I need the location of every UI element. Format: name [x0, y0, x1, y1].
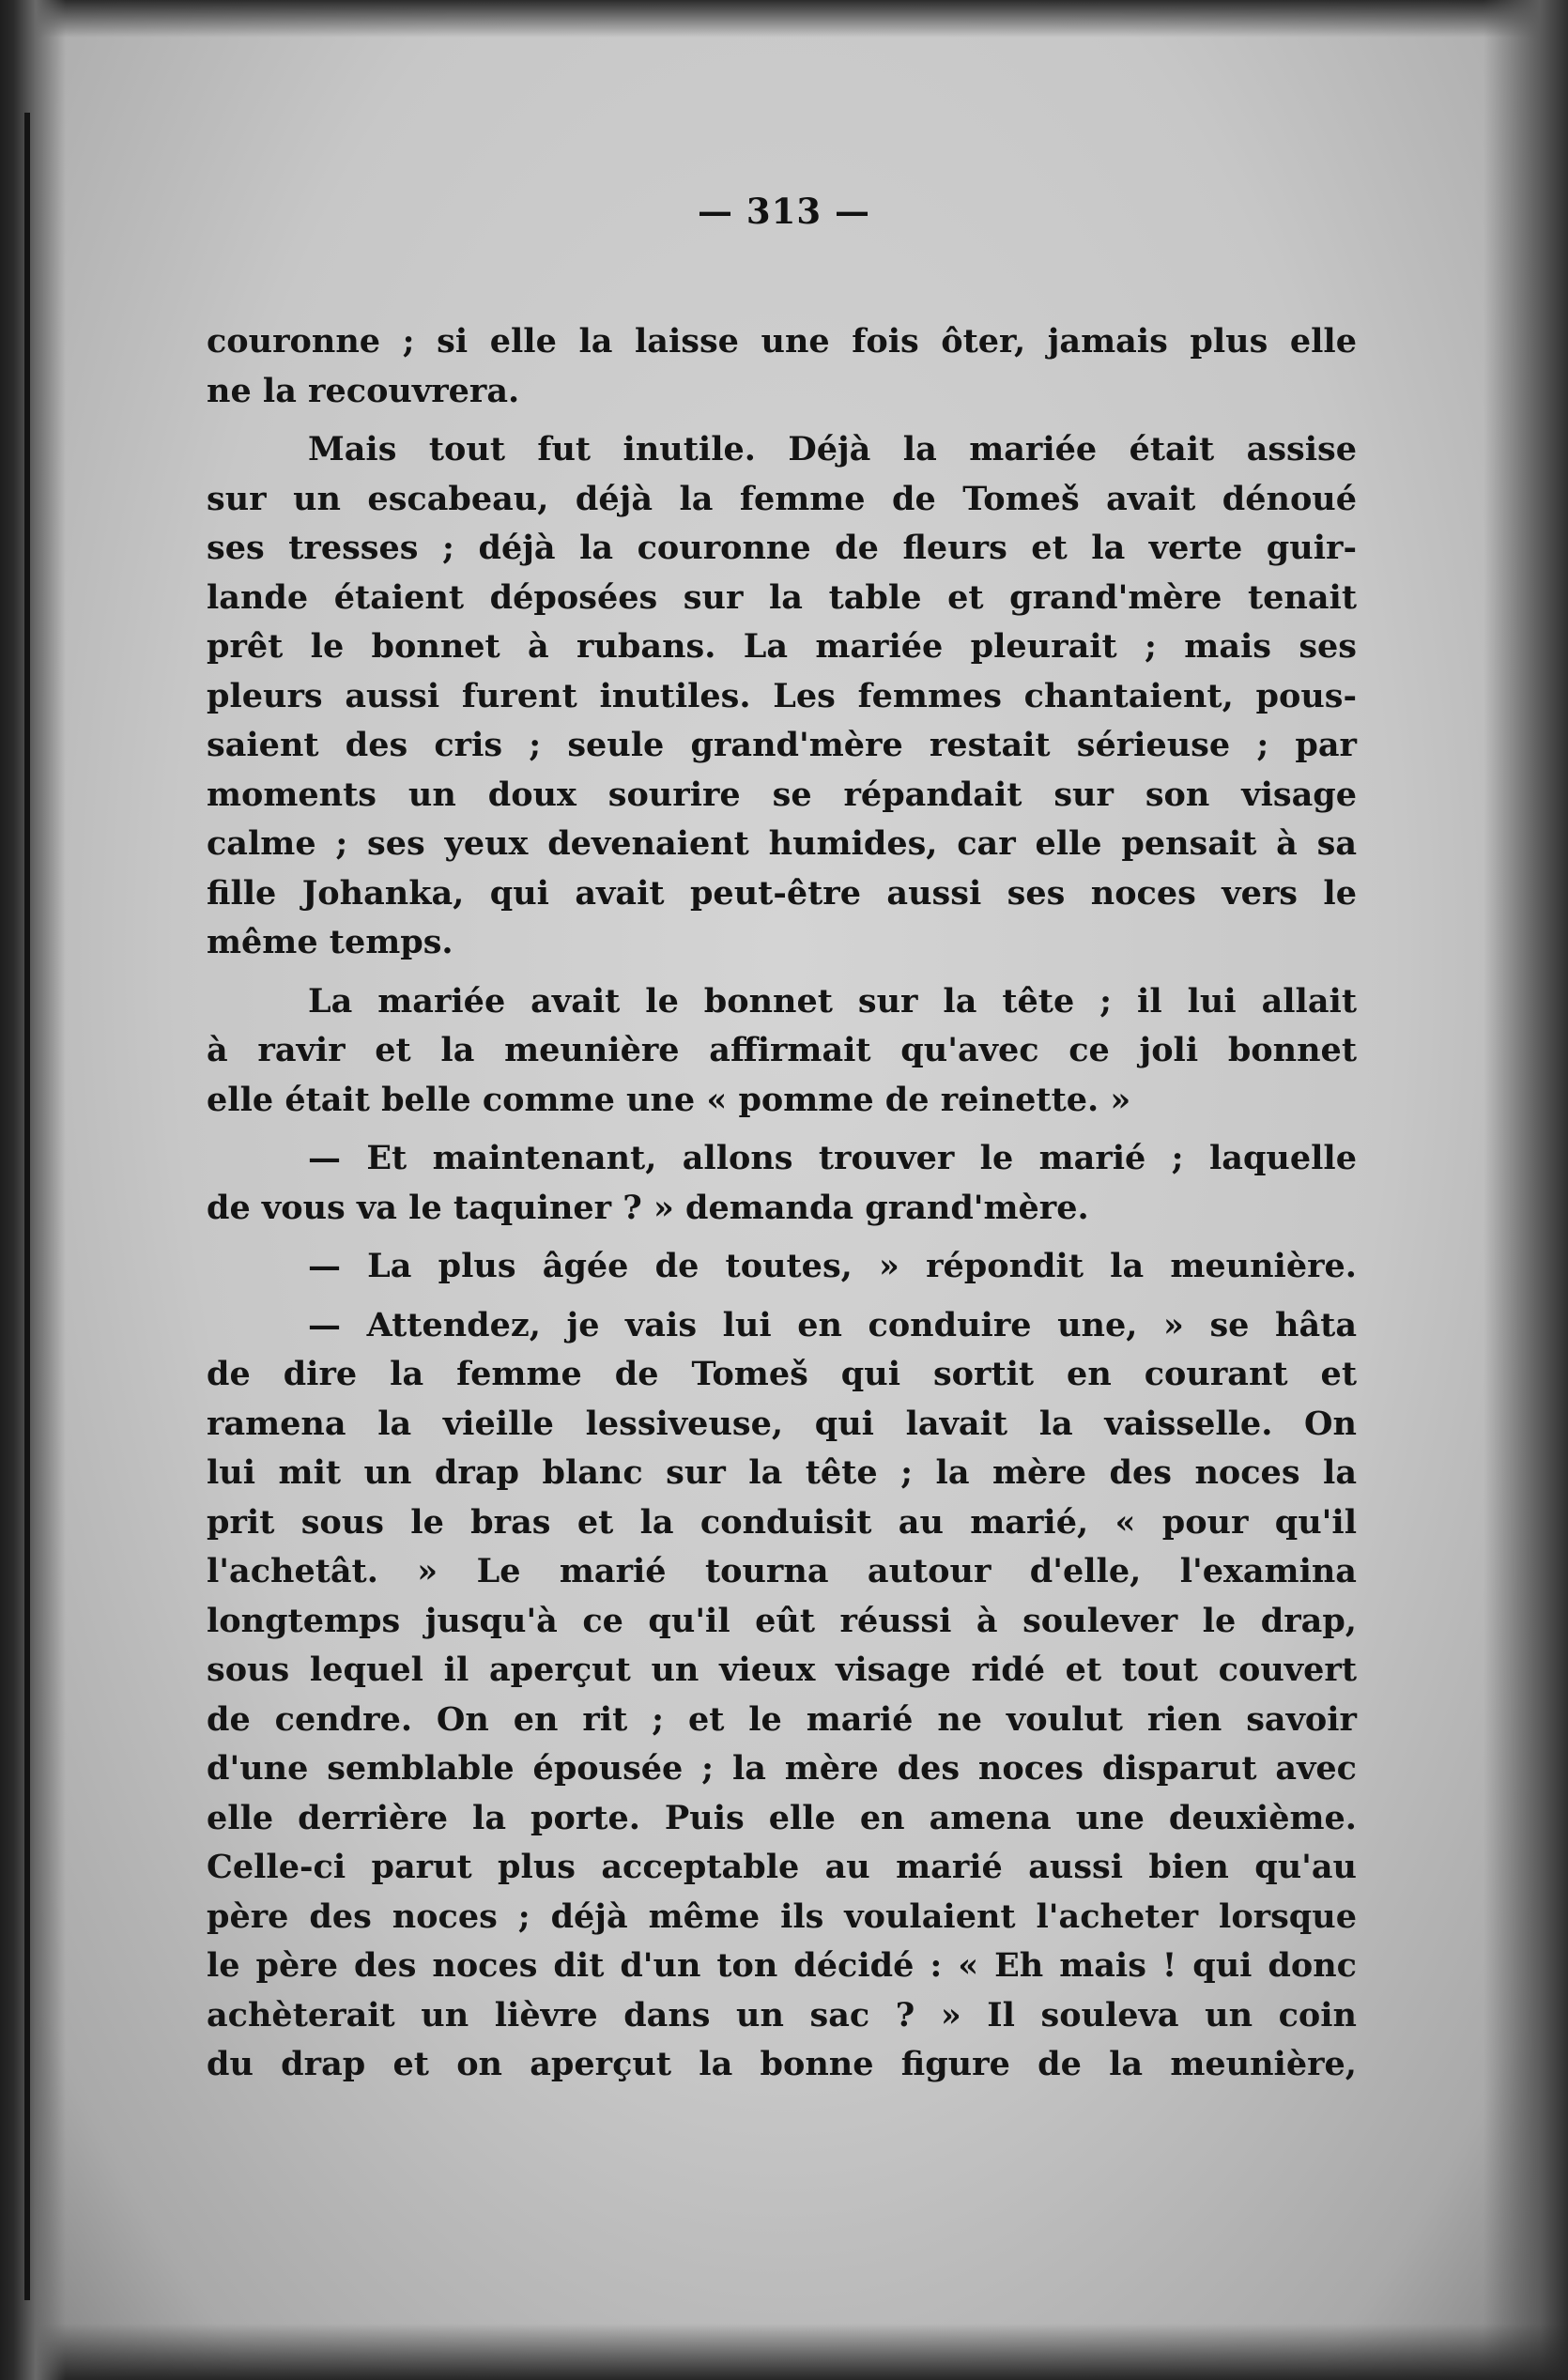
text-line-28: de cendre. On en rit ; et le marié ne voulut rien savoir [207, 1699, 1357, 1739]
text-line-18: de vous va le taquiner ? » demanda grand'mère. [207, 1188, 1089, 1227]
text-line-1: couronne ; si elle la laisse une fois ôter, jamais plus elle [207, 322, 1357, 361]
text-line-27: sous lequel il aperçut un vieux visage ridé et tout couvert [207, 1651, 1357, 1689]
text-line-2: ne la recouvrera. [207, 371, 520, 410]
text-line-11: calme ; ses yeux devenaient humides, car elle pensait à sa [207, 824, 1357, 863]
text-line-16: elle était belle comme une « pomme de reinette. » [207, 1080, 1131, 1119]
text-line-33: le père des noces dit d'un ton décidé : « Eh mais ! qui donc [207, 1946, 1357, 1985]
text-line-7: prêt le bonnet à rubans. La mariée pleurait ; mais ses [207, 627, 1357, 666]
text-line-4: sur un escabeau, déjà la femme de Tomeš avait dénoué [207, 479, 1357, 518]
text-line-24: prit sous le bras et la conduisit au marié, « pour qu'il [207, 1502, 1357, 1542]
right-edge-shadow [1483, 0, 1568, 2380]
text-line-6: lande étaient déposées sur la table et grand'mère tenait [207, 577, 1357, 617]
text-line-17: — Et maintenant, allons trouver le marié ; laquelle [308, 1139, 1357, 1177]
bottom-edge-shadow [0, 2324, 1568, 2380]
body-text [207, 317, 1357, 2090]
text-line-14: La mariée avait le bonnet sur la tête ; il lui allait [308, 981, 1357, 1021]
text-line-23: lui mit un drap blanc sur la tête ; la mère des noces la [207, 1453, 1357, 1492]
text-line-29: d'une semblable épousée ; la mère des noces disparut avec [207, 1749, 1357, 1788]
page-number: — 313 — [698, 191, 870, 232]
text-line-8: pleurs aussi furent inutiles. Les femmes chantaient, pous- [207, 676, 1357, 715]
text-line-32: père des noces ; déjà même ils voulaient l'acheter lorsque [207, 1896, 1357, 1936]
book-binding-edge [24, 113, 30, 2300]
text-line-10: moments un doux sourire se répandait sur son visage [207, 775, 1357, 814]
text-line-13: même temps. [207, 923, 453, 961]
text-line-26: longtemps jusqu'à ce qu'il eût réussi à soulever le drap, [207, 1601, 1357, 1640]
text-line-22: ramena la vieille lessiveuse, qui lavait la vaisselle. On [207, 1404, 1357, 1443]
text-line-31: Celle-ci parut plus acceptable au marié aussi bien qu'au [207, 1848, 1357, 1886]
text-line-12: fille Johanka, qui avait peut-être aussi ses noces vers le [207, 873, 1357, 913]
book-binding-shadow [0, 0, 66, 2380]
text-line-5: ses tresses ; déjà la couronne de fleurs et la verte guir- [207, 529, 1357, 567]
text-line-3: Mais tout fut inutile. Déjà la mariée était assise [308, 430, 1357, 468]
top-edge-shadow [0, 0, 1568, 38]
text-line-15: à ravir et la meunière affirmait qu'avec ce joli bonnet [207, 1031, 1357, 1069]
text-line-20: — Attendez, je vais lui en conduire une, » se hâta [308, 1305, 1357, 1344]
text-line-30: elle derrière la porte. Puis elle en amena une deuxième. [207, 1798, 1357, 1837]
text-line-25: l'achetât. » Le marié tourna autour d'elle, l'examina [207, 1552, 1357, 1590]
text-line-21: de dire la femme de Tomeš qui sortit en courant et [207, 1355, 1357, 1393]
text-line-34: achèterait un lièvre dans un sac ? » Il souleva un coin [207, 1995, 1357, 2035]
text-line-19: — La plus âgée de toutes, » répondit la meunière. [308, 1247, 1357, 1285]
text-line-35: du drap et on aperçut la bonne figure de la meunière, [207, 2045, 1357, 2083]
text-line-9: saient des cris ; seule grand'mère restait sérieuse ; par [207, 726, 1357, 764]
